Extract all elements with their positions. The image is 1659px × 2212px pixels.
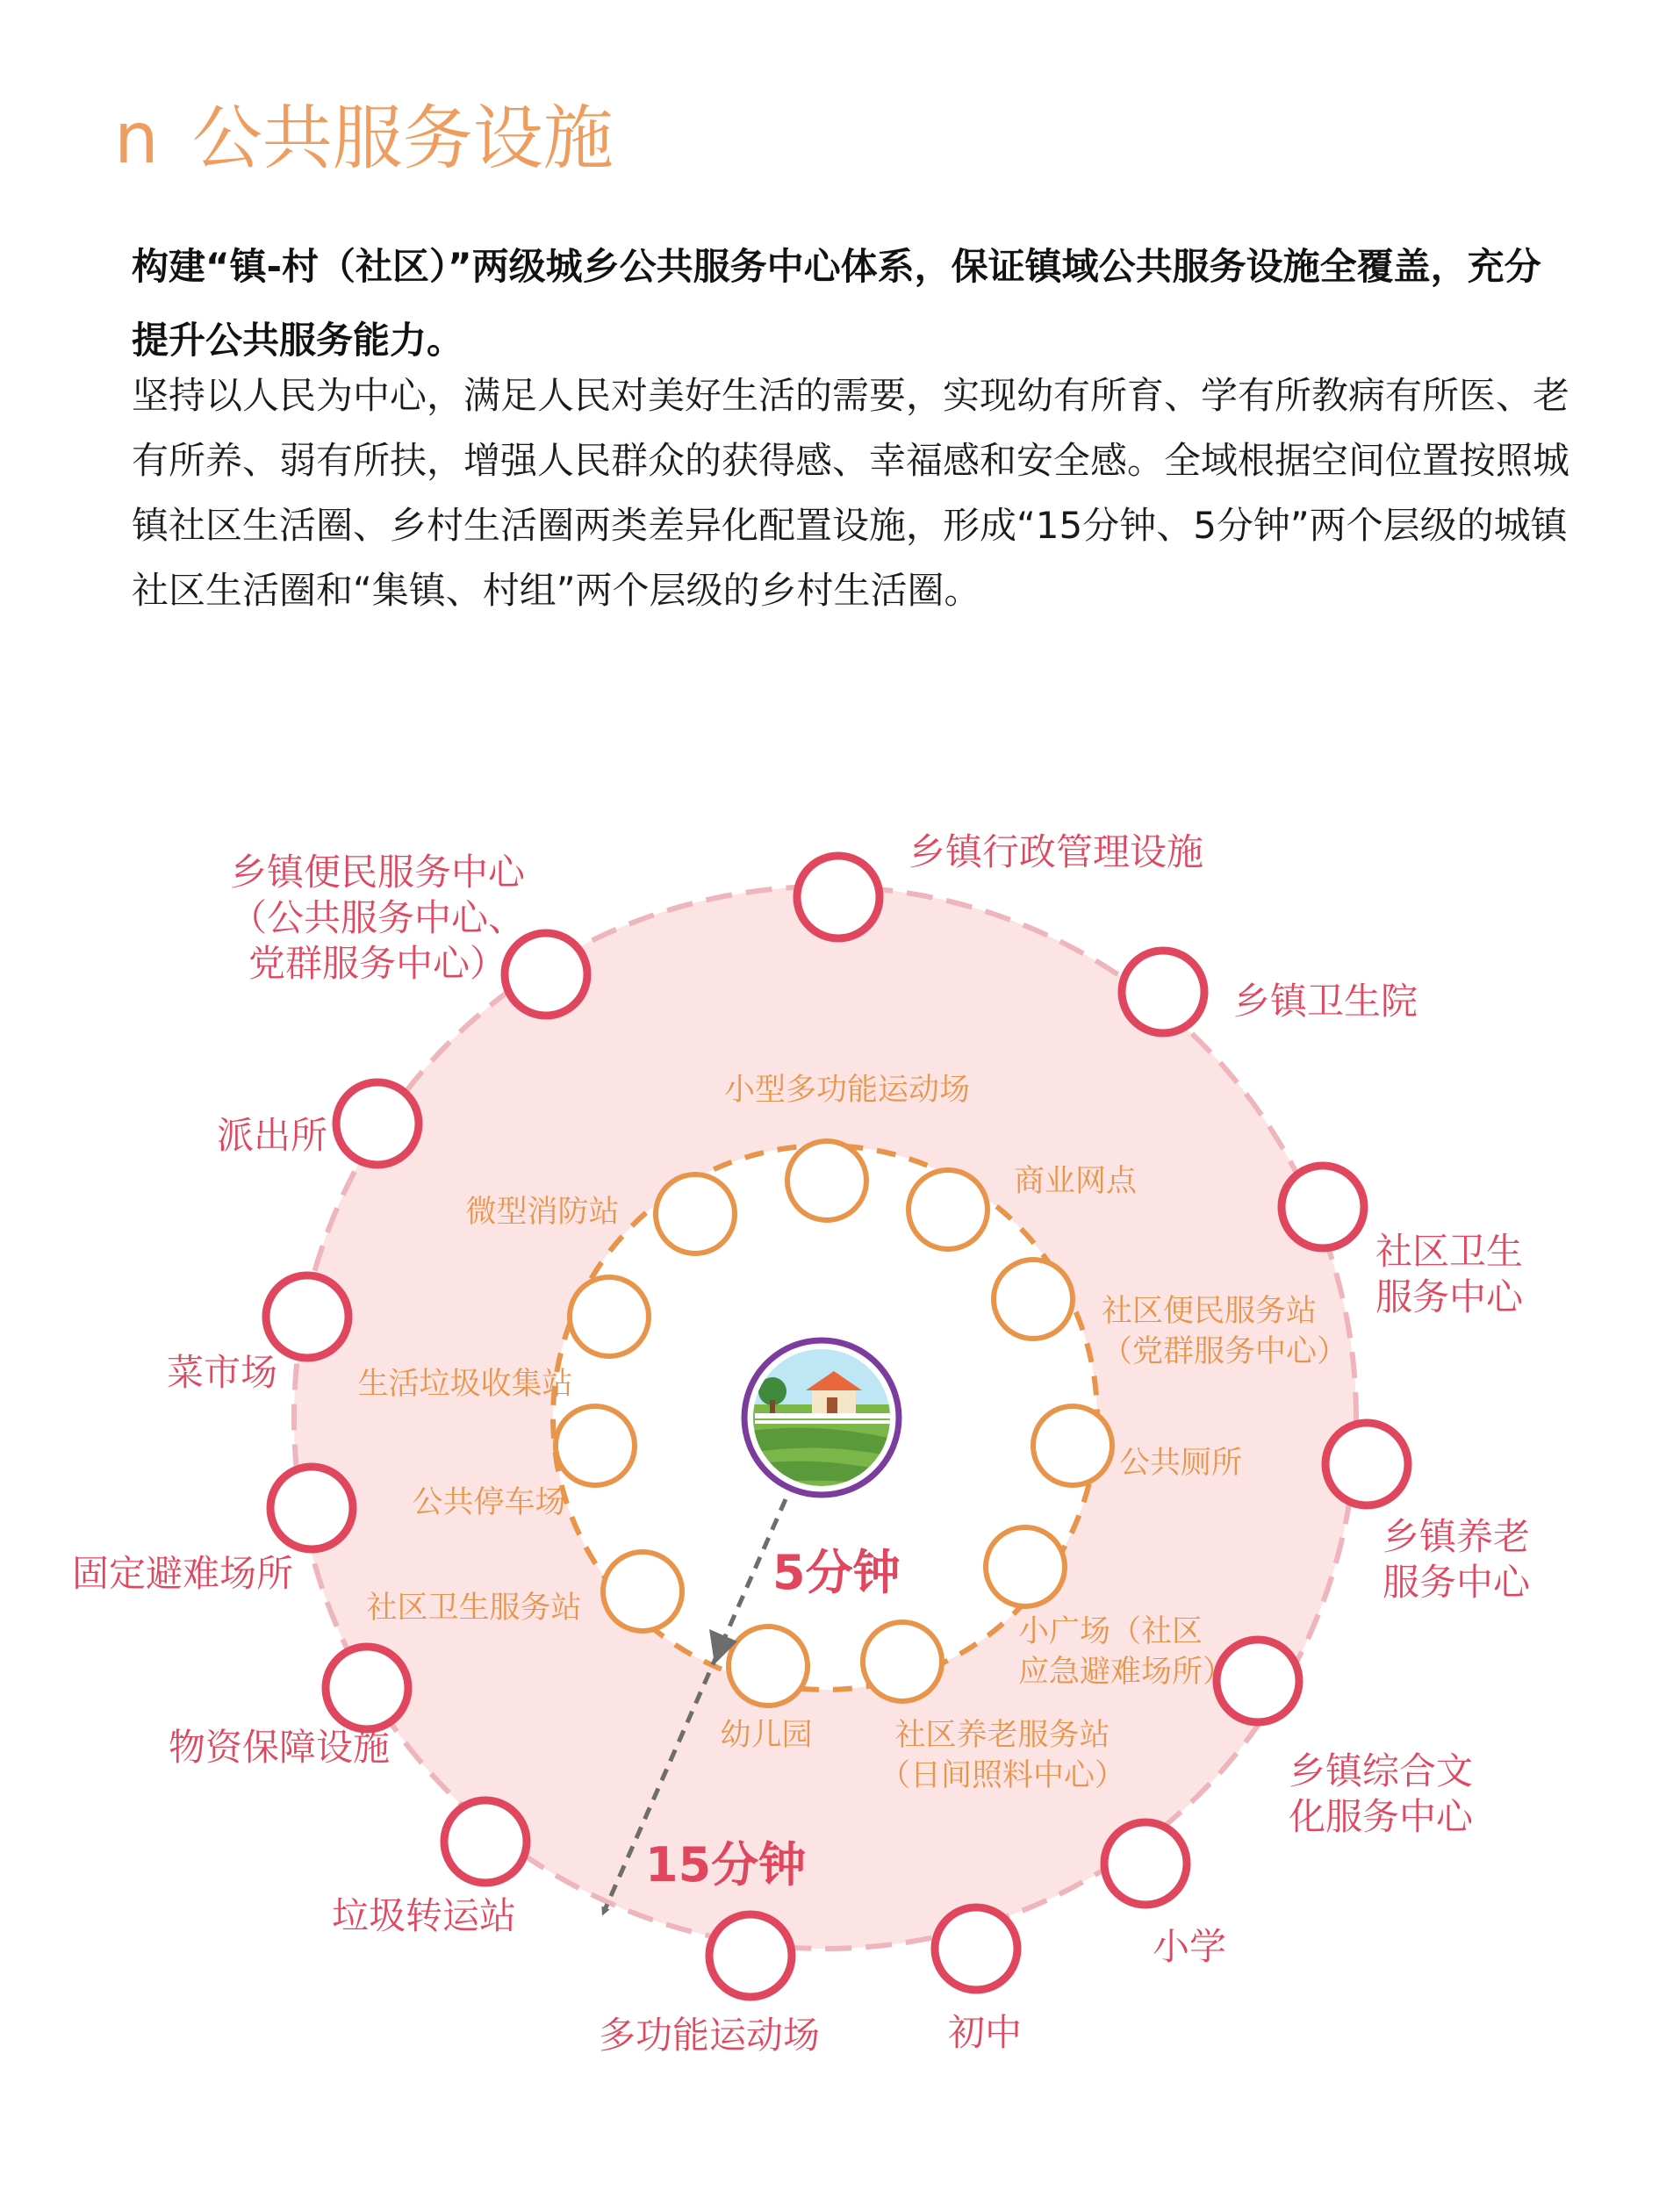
inner-facility-label: 小广场（社区应急避难场所）: [1018, 1614, 1234, 1690]
inner-facility-node: [986, 1527, 1065, 1606]
outer-facility-node: [505, 933, 587, 1016]
time-label-5min: 5分钟: [772, 1545, 901, 1600]
inner-facility-node: [603, 1552, 682, 1631]
inner-facility-node: [863, 1622, 942, 1701]
title-bullet: n: [114, 97, 159, 179]
inner-facility-node: [729, 1627, 808, 1706]
outer-facility-label: 垃圾转运站: [331, 1894, 517, 1937]
title-text: 公共服务设施: [191, 97, 614, 179]
inner-facility-node: [787, 1141, 866, 1220]
inner-facility-label: 社区便民服务站（党群服务中心）: [1102, 1294, 1348, 1369]
inner-facility-label: 社区卫生服务站: [366, 1591, 582, 1626]
outer-facility-label: 乡镇养老服务中心: [1382, 1515, 1531, 1604]
outer-facility-node: [444, 1800, 527, 1883]
outer-facility-label: 乡镇卫生院: [1233, 980, 1418, 1023]
village-farm-icon: [744, 1340, 899, 1495]
outer-facility-node: [326, 1647, 408, 1729]
outer-facility-node: [336, 1082, 419, 1165]
lead-paragraph: 构建“镇-村（社区）”两级城乡公共服务中心体系，保证镇域公共服务设施全覆盖，充分提升公共服务能力。: [132, 245, 1541, 362]
outer-facility-node: [797, 856, 880, 938]
outer-facility-label: 派出所: [216, 1114, 328, 1157]
inner-facility-node: [656, 1174, 735, 1253]
outer-facility-node: [1104, 1822, 1187, 1905]
time-label-15min: 15分钟: [645, 1837, 807, 1892]
inner-facility-node: [556, 1406, 635, 1485]
outer-facility-node: [935, 1907, 1017, 1990]
outer-facility-label: 物资保障设施: [168, 1726, 391, 1769]
outer-facility-label: 固定避难场所: [71, 1552, 294, 1595]
inner-facility-node: [994, 1260, 1073, 1339]
outer-facility-label: 社区卫生服务中心: [1375, 1230, 1524, 1318]
outer-facility-label: 多功能运动场: [598, 2014, 821, 2057]
outer-facility-node: [1325, 1423, 1408, 1505]
inner-facility-label: 公共厕所: [1119, 1446, 1243, 1481]
inner-facility-label: 社区养老服务站（日间照料中心）: [879, 1718, 1126, 1793]
outer-facility-label: 乡镇综合文化服务中心: [1289, 1749, 1474, 1838]
inner-facility-node: [1033, 1406, 1112, 1485]
outer-facility-node: [266, 1275, 348, 1358]
inner-facility-label: 公共停车场: [412, 1485, 566, 1520]
inner-facility-label: 幼儿园: [720, 1718, 813, 1753]
outer-facility-node: [709, 1914, 792, 1997]
inner-facility-label: 微型消防站: [465, 1195, 620, 1230]
inner-facility-node: [570, 1277, 649, 1356]
body-paragraph: 坚持以人民为中心，满足人民对美好生活的需要，实现幼有所育、学有所教病有所医、老有所养、弱有所扶，增强人民群众的获得感、幸福感和安全感。全域根据空间位置按照城镇社区生活圈、乡村生活圈两类差异化配置设施，形成“15分钟、5分钟”两个层级的城镇社区生活圈和“集镇、村组”两个层级的乡村生活圈。: [132, 374, 1570, 612]
outer-facility-node: [270, 1467, 353, 1549]
inner-facility-node: [908, 1170, 988, 1249]
inner-facility-label: 生活垃圾收集站: [357, 1367, 573, 1402]
outer-facility-label: 菜市场: [166, 1351, 278, 1394]
outer-facility-node: [1122, 951, 1204, 1033]
outer-facility-node: [1282, 1166, 1364, 1248]
outer-facility-label: 小学: [1152, 1925, 1227, 1968]
outer-facility-label: 初中: [947, 2011, 1023, 2054]
inner-facility-label: 商业网点: [1014, 1164, 1138, 1199]
outer-facility-label: 乡镇便民服务中心（公共服务中心、党群服务中心）: [229, 851, 526, 985]
inner-facility-label: 小型多功能运动场: [723, 1073, 971, 1108]
outer-facility-label: 乡镇行政管理设施: [908, 830, 1204, 873]
